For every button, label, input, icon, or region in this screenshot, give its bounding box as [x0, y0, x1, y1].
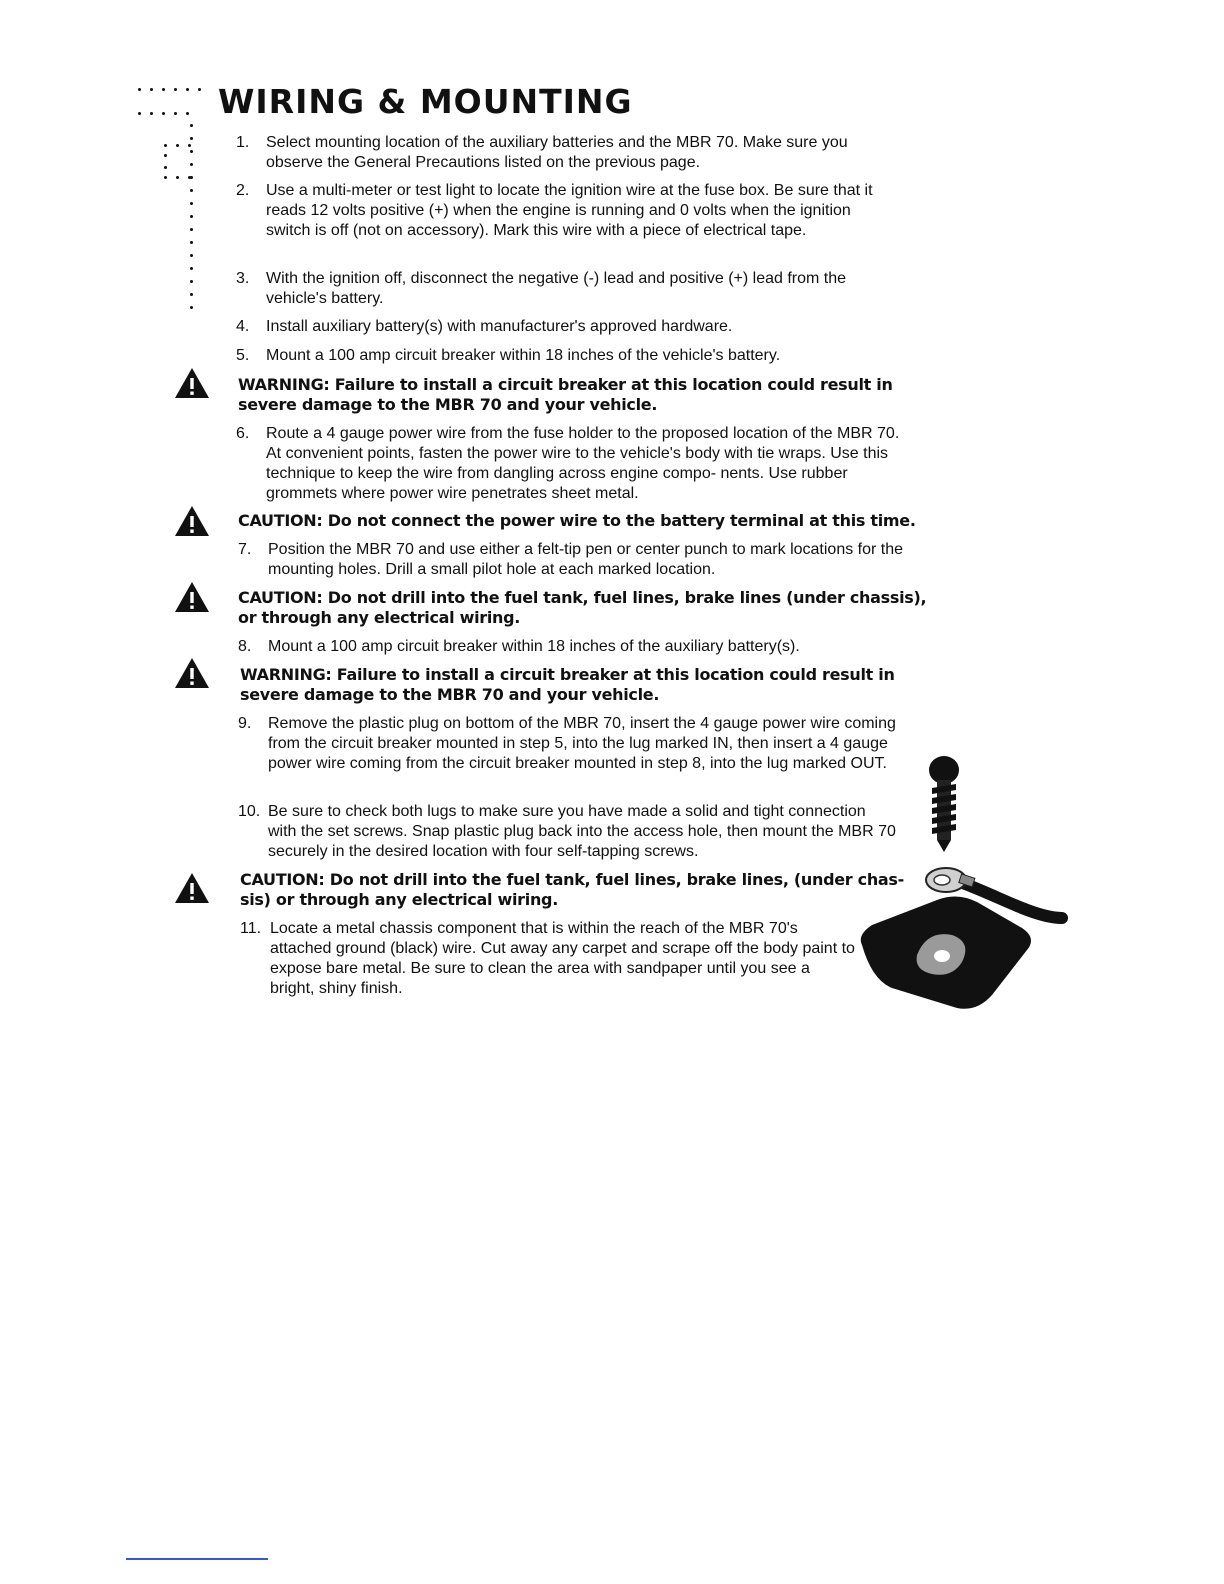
caution-note: CAUTION: Do not drill into the fuel tank, fuel lines, brake lines (under chassis), or through any electrical wiring.: [238, 588, 927, 627]
caution-note: CAUTION: Do not connect the power wire to the battery terminal at this time.: [238, 511, 916, 530]
decor-dot: [190, 241, 193, 244]
decor-dot: [190, 202, 193, 205]
step-number: 8.: [238, 638, 252, 655]
step-number: 7.: [238, 541, 252, 558]
ground-pad-icon: [861, 896, 1031, 1008]
decor-dot: [164, 176, 167, 179]
dotted-corner-decoration: [134, 84, 214, 284]
step-number: 9.: [238, 715, 252, 732]
step-number: 6.: [236, 425, 250, 442]
warning-note: WARNING: Failure to install a circuit breaker at this location could result in severe damage to the MBR 70 and your vehicle.: [238, 375, 893, 414]
step-4: [236, 317, 906, 337]
decor-dot: [176, 176, 179, 179]
decor-dot: [138, 112, 141, 115]
decor-dot: [138, 88, 141, 91]
warning-triangle-icon: [174, 657, 210, 689]
decor-dot: [150, 112, 153, 115]
decor-dot: [190, 215, 193, 218]
warning-triangle-icon: [174, 505, 210, 537]
step-text: Select mounting location of the auxiliary batteries and the MBR 70. Make sure you observe the General Precautions listed on the previous page.: [266, 134, 848, 171]
decor-dot: [190, 280, 193, 283]
warning-triangle-icon: [174, 367, 210, 399]
step-number: 10.: [238, 803, 261, 820]
step-text: Locate a metal chassis component that is within the reach of the MBR 70's attached ground (black) wire. Cut away any carpet and scrape off the body paint to expose bare metal. Be sure to clean the area with sandpaper until you see a bright, shiny finish.: [270, 920, 855, 997]
step-5: [236, 346, 906, 366]
decor-dot: [174, 112, 177, 115]
decor-dot: [188, 144, 191, 147]
step-number: 5.: [236, 347, 250, 364]
decor-dot: [150, 88, 153, 91]
warning-note: WARNING: Failure to install a circuit breaker at this location could result in severe damage to the MBR 70 and your vehicle.: [240, 665, 895, 704]
step-9: [238, 714, 914, 774]
decor-dot: [190, 163, 193, 166]
step-text: Position the MBR 70 and use either a felt-tip pen or center punch to mark locations for the mounting holes. Drill a small pilot hole at each marked location.: [268, 541, 904, 578]
step-7: [238, 540, 918, 580]
decor-dot: [190, 267, 193, 270]
decor-dot: [190, 124, 193, 127]
step-number: 4.: [236, 318, 250, 335]
step-text: Route a 4 gauge power wire from the fuse holder to the proposed location of the MBR 70. At convenient points, fasten the power wire to the vehicle's body with tie wraps. Use this technique to keep the wire from dangling across engine compo- nents. Use rubber grommets where power wire penetrates sheet metal.: [266, 425, 900, 502]
step-text: Mount a 100 amp circuit breaker within 18 inches of the vehicle's battery.: [266, 347, 781, 364]
step-text: Remove the plastic plug on bottom of the MBR 70, insert the 4 gauge power wire coming from the circuit breaker mounted in step 5, into the lug marked IN, then insert a 4 gauge power wire coming from the circuit breaker mounted in step 8, into the lug marked OUT.: [268, 715, 896, 772]
step-number: 11.: [240, 920, 262, 937]
decor-dot: [164, 166, 167, 169]
step-number: 3.: [236, 270, 250, 287]
page-title: WIRING & MOUNTING: [218, 82, 633, 121]
step-text: Be sure to check both lugs to make sure you have made a solid and tight connection with the set screws. Snap plastic plug back into the access hole, then mount the MBR 70 securely in the desired location with four self-tapping screws.: [268, 803, 896, 860]
step-11: [240, 919, 860, 999]
screw-icon: [929, 756, 959, 852]
step-6: [236, 424, 912, 504]
warning-triangle-icon: [174, 872, 210, 904]
decor-dot: [174, 88, 177, 91]
decor-dot: [190, 189, 193, 192]
decor-dot: [186, 88, 189, 91]
step-text: Use a multi-meter or test light to locate the ignition wire at the fuse box. Be sure that it reads 12 volts positive (+) when the engine is running and 0 volts when the ignition switch is off (not on accessory). Mark this wire with a piece of electrical tape.: [266, 182, 873, 239]
step-text: Mount a 100 amp circuit breaker within 18 inches of the auxiliary battery(s).: [268, 638, 800, 655]
decor-dot: [176, 144, 179, 147]
step-2: [236, 181, 906, 241]
decor-dot: [164, 154, 167, 157]
ground-screw-lug-illustration: [852, 750, 1072, 1020]
step-text: Install auxiliary battery(s) with manufacturer's approved hardware.: [266, 318, 733, 335]
decor-dot: [164, 144, 167, 147]
decor-dot: [190, 228, 193, 231]
decor-dot: [186, 112, 189, 115]
step-8: [238, 637, 918, 657]
decor-dot: [198, 88, 201, 91]
step-3: [236, 269, 906, 309]
step-10: [238, 802, 914, 862]
warning-triangle-icon: [174, 581, 210, 613]
decor-dot: [190, 254, 193, 257]
caution-note: CAUTION: Do not drill into the fuel tank, fuel lines, brake lines, (under chas- sis) or through any electrical wiring.: [240, 870, 904, 909]
step-1: [236, 133, 916, 173]
decor-dot: [190, 176, 193, 179]
decor-dot: [190, 150, 193, 153]
decor-dot: [190, 293, 193, 296]
decor-dot: [162, 112, 165, 115]
decor-dot: [190, 137, 193, 140]
step-number: 1.: [236, 134, 250, 151]
step-number: 2.: [236, 182, 250, 199]
step-text: With the ignition off, disconnect the negative (-) lead and positive (+) lead from the vehicle's battery.: [266, 270, 847, 307]
decor-dot: [162, 88, 165, 91]
decor-dot: [190, 306, 193, 309]
footer-rule: [126, 1558, 268, 1560]
